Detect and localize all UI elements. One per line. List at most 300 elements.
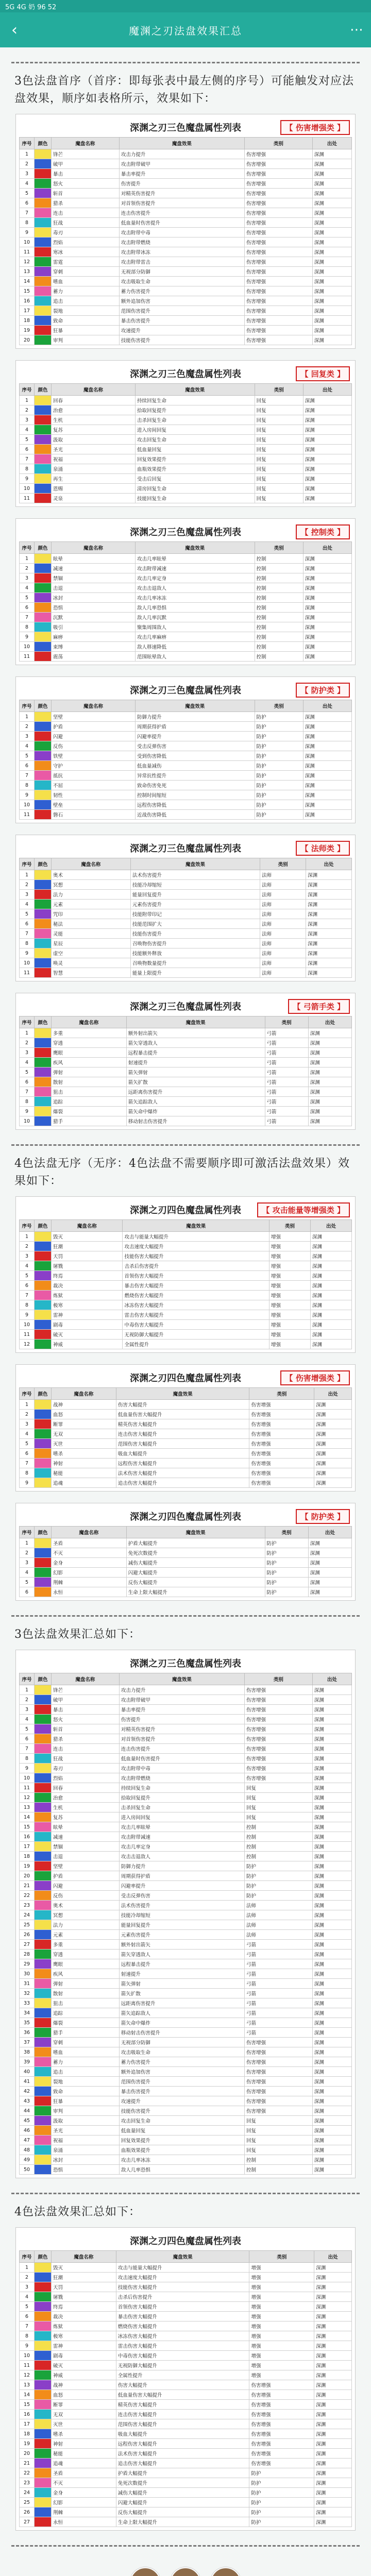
table-cell: 沉默 [52, 613, 136, 622]
table-cell: 回复 [244, 1803, 312, 1812]
table-cell [35, 208, 52, 218]
table-cell: 26 [20, 1930, 35, 1940]
table-cell: 无视防御大幅提升 [123, 1330, 269, 1340]
table-cell [35, 603, 52, 613]
table-cell: 散射 [52, 1077, 127, 1087]
table-cell [35, 1340, 52, 1349]
table-cell [35, 2087, 52, 2096]
table-header-cell: 出处 [308, 1527, 351, 1538]
table-cell: 25 [20, 2498, 35, 2507]
table-cell [35, 2067, 52, 2077]
table-cell: 铁壁 [52, 751, 136, 761]
table-cell: 28 [20, 1950, 35, 1959]
table-cell: 深渊 [312, 1989, 351, 1998]
table-cell: 攻击回复生命 [135, 435, 255, 445]
table-row [20, 1291, 352, 1300]
table-row [20, 1116, 352, 1126]
table-cell: 神射 [52, 2439, 116, 2449]
table-cell: 天罚 [52, 2282, 116, 2292]
table-cell: 3 [20, 169, 35, 179]
table-cell: 极寒 [52, 1300, 123, 1310]
table-cell: 攻击附带中毒 [119, 1764, 244, 1773]
table-cell: 11 [20, 494, 35, 503]
table-cell: 击杀后伤害提升 [116, 2292, 249, 2302]
table-cell [35, 1107, 52, 1116]
table-cell: 击杀回复生命 [135, 415, 255, 425]
table-row [20, 1271, 352, 1281]
table-cell: 法师 [260, 939, 306, 948]
table-cell: 防护 [255, 712, 303, 722]
table-cell: 4 [20, 1058, 35, 1067]
table-cell: 深渊 [308, 1538, 351, 1548]
table-cell: 17 [20, 1842, 35, 1852]
table-row [20, 2380, 352, 2390]
table-cell: 23 [20, 1901, 35, 1910]
data-table-card [15, 114, 356, 349]
table-cell: 10 [20, 2351, 35, 2361]
table-cell: 深渊 [303, 593, 351, 603]
table-cell: 深渊 [312, 286, 351, 296]
table-cell: 全属性提升 [123, 1340, 269, 1349]
table-cell: 增强 [249, 2370, 314, 2380]
table-cell: 伤害增强 [249, 1459, 314, 1468]
table-cell: 伤害增强 [249, 1468, 314, 1478]
table-cell: 蓄力伤害提升 [119, 2057, 244, 2067]
table-header-cell: 颜色 [35, 542, 52, 554]
table-row [20, 445, 352, 454]
table-cell: 吸血大幅提升 [116, 2429, 249, 2439]
table-cell: 暴击 [52, 1705, 120, 1715]
data-table [19, 541, 352, 662]
table-cell: 防护 [255, 800, 303, 810]
table-cell [35, 1271, 52, 1281]
table-cell: 2 [20, 722, 35, 732]
data-table [19, 1219, 352, 1349]
avatar[interactable] [130, 2567, 161, 2576]
table-title-text: 深渊之刃三色魔盘属性列表 [130, 843, 241, 854]
table-cell [35, 2380, 52, 2390]
table-cell: 防护 [244, 1871, 312, 1881]
share-button[interactable] [342, 12, 371, 47]
table-cell: 7 [20, 2321, 35, 2331]
table-cell: 移动射击伤害提升 [119, 2028, 244, 2038]
table-cell: 增强 [269, 1300, 310, 1310]
table-cell: 深渊 [314, 2351, 352, 2361]
table-cell: 磐石 [52, 810, 136, 820]
table-cell: 7 [20, 613, 35, 622]
table-cell [35, 1459, 52, 1468]
table-cell: 16 [20, 1832, 35, 1842]
table-row [20, 2429, 352, 2439]
table-cell [35, 445, 52, 454]
table-cell: 深渊 [303, 405, 351, 415]
table-cell: 16 [20, 2410, 35, 2419]
table-cell: 狂战 [52, 218, 120, 228]
table-cell: 防护 [255, 771, 303, 781]
table-cell: 深渊 [314, 2419, 352, 2429]
table-row [20, 277, 352, 286]
table-cell: 攻击几率冰冻 [135, 593, 255, 603]
table-header-cell: 类别 [249, 2251, 314, 2263]
table-cell: 深渊 [310, 1320, 351, 1330]
table-cell: 弓箭 [265, 1116, 308, 1126]
table-cell: 10 [20, 1773, 35, 1783]
table-cell: 控制 [255, 583, 303, 593]
table-cell: 恐惧 [52, 603, 136, 613]
table-cell: 追击 [52, 2067, 120, 2077]
table-cell: 9 [20, 790, 35, 800]
table-cell: 深渊 [312, 1940, 351, 1950]
table-cell: 43 [20, 2096, 35, 2106]
table-cell: 减速 [52, 1832, 120, 1842]
table-cell: 壁垒 [52, 800, 136, 810]
table-cell [35, 335, 52, 345]
table-cell: 8 [20, 2331, 35, 2341]
table-cell: 防护 [255, 732, 303, 741]
table-cell: 深渊 [303, 494, 351, 503]
table-cell: 进入房间回复 [135, 425, 255, 435]
table-cell [35, 1695, 52, 1705]
table-cell: 抵抗 [52, 771, 136, 781]
table-cell [35, 939, 52, 948]
table-cell: 深渊 [314, 2459, 352, 2468]
table-cell: 深渊 [314, 1410, 352, 1419]
table-cell: 深渊 [312, 2165, 351, 2175]
table-cell [35, 484, 52, 494]
table-cell: 伤害增强 [249, 2390, 314, 2400]
table-row [20, 415, 352, 425]
table-cell: 箭矢扩散 [126, 1077, 265, 1087]
table-cell [35, 722, 52, 732]
table-row [20, 781, 352, 790]
table-cell: 增强 [269, 1232, 310, 1242]
table-cell: 6 [20, 1281, 35, 1291]
table-cell: 伤害增强 [244, 228, 312, 238]
table-cell: 弓箭 [244, 2018, 312, 2028]
table-cell [35, 632, 52, 642]
table-cell: 5 [20, 2302, 35, 2312]
table-cell: 嗜杀 [52, 1449, 116, 1459]
table-cell: 回复 [244, 1793, 312, 1803]
four-color-summary-heading: 4色法盘效果汇总如下： [14, 2206, 141, 2218]
table-cell: 防护 [265, 1558, 308, 1568]
table-cell: 圣盾 [52, 1538, 127, 1548]
table-cell: 深渊 [314, 1419, 352, 1429]
table-row [20, 2292, 352, 2302]
table-cell: 法师 [260, 968, 306, 978]
table-cell: 弓箭 [265, 1048, 308, 1058]
table-cell: 12 [20, 2370, 35, 2380]
table-header-cell: 魔盘效果 [135, 384, 255, 396]
table-row [20, 396, 352, 405]
table-cell: 免死次数提升 [126, 1548, 265, 1558]
table-cell: 深渊 [314, 2282, 352, 2292]
table-cell: 17 [20, 2419, 35, 2429]
category-badge: 【 伤害增强类 】 [280, 120, 350, 135]
table-cell [35, 593, 52, 603]
table-cell: 18 [20, 1852, 35, 1861]
table-row [20, 1842, 352, 1852]
table-title [19, 838, 352, 858]
table-cell: 深渊 [312, 2155, 351, 2165]
table-cell: 深渊 [312, 1754, 351, 1764]
table-row [20, 1852, 352, 1861]
table-cell: 断罪 [52, 2400, 116, 2410]
table-cell: 伤害增强 [244, 2087, 312, 2096]
table-row [20, 1578, 352, 1587]
table-cell: 深渊 [312, 2136, 351, 2145]
table-cell [35, 189, 52, 198]
table-row [20, 2361, 352, 2370]
status-bar [0, 0, 371, 12]
table-cell: 近战伤害降低 [135, 810, 255, 820]
table-row [20, 2449, 352, 2459]
table-cell: 异常抗性提升 [135, 771, 255, 781]
table-cell: 回复 [255, 494, 303, 503]
table-cell: 星辰 [52, 939, 131, 948]
table-cell: 防护 [249, 2498, 314, 2507]
table-cell: 23 [20, 2478, 35, 2488]
table-cell: 攻击附带减速 [119, 1832, 244, 1842]
table-row [20, 2331, 352, 2341]
table-cell: 回复 [244, 2136, 312, 2145]
table-cell: 深渊 [303, 712, 351, 722]
table-cell: 伤害增强 [244, 286, 312, 296]
avatar[interactable] [210, 2567, 241, 2576]
table-cell [35, 396, 52, 405]
table-cell: 战神 [52, 1400, 116, 1410]
table-cell: 首领伤害大幅提升 [116, 2302, 249, 2312]
avatar[interactable] [170, 2567, 201, 2576]
data-table-card [15, 1503, 356, 1601]
table-cell: 反伤大幅提升 [126, 1578, 265, 1587]
table-cell: 伤害增强 [244, 257, 312, 267]
table-row [20, 948, 352, 958]
table-cell: 战神 [52, 2380, 116, 2390]
table-cell: 19 [20, 1861, 35, 1871]
table-header-cell: 序号 [20, 1673, 35, 1685]
table-cell: 深渊 [303, 622, 351, 632]
table-cell: 天罚 [52, 1251, 123, 1261]
table-cell: 蓄力 [52, 2057, 120, 2067]
table-header-cell: 颜色 [35, 384, 52, 396]
table-row [20, 2047, 352, 2057]
table-cell: 7 [20, 454, 35, 464]
table-cell: 深渊 [312, 306, 351, 316]
table-cell: 深渊 [303, 583, 351, 593]
table-cell [35, 1330, 52, 1340]
table-cell: 防护 [249, 2507, 314, 2517]
table-cell: 深渊 [303, 415, 351, 425]
table-row [20, 771, 352, 781]
table-cell: 深渊 [312, 2096, 351, 2106]
table-row [20, 1097, 352, 1107]
table-cell: 法术伤害提升 [119, 1901, 244, 1910]
table-cell [35, 2468, 52, 2478]
table-cell: 多重 [52, 1940, 120, 1950]
category-badge: 【 攻击能量等增强类 】 [257, 1202, 350, 1217]
table-cell: 深渊 [312, 1871, 351, 1881]
table-cell: 深渊 [303, 800, 351, 810]
table-cell: 疾风 [52, 1058, 127, 1067]
table-cell: 护盾 [52, 1871, 120, 1881]
table-cell: 回复效果提升 [135, 454, 255, 464]
table-row [20, 2018, 352, 2028]
table-cell: 伤害增强 [244, 277, 312, 286]
table-row [20, 1400, 352, 1410]
table-row [20, 1538, 352, 1548]
table-cell: 深渊 [310, 1242, 351, 1251]
table-cell: 回复 [255, 484, 303, 494]
table-cell [35, 286, 52, 296]
table-cell: 攻击附带破甲 [119, 1695, 244, 1705]
back-button[interactable] [0, 12, 29, 47]
table-cell: 灭世 [52, 2419, 116, 2429]
table-cell: 持续回复生命 [119, 1783, 244, 1793]
table-cell [35, 1871, 52, 1881]
table-cell: 深渊 [308, 1058, 351, 1067]
table-cell: 深渊 [303, 603, 351, 613]
table-cell: 裁决 [52, 1281, 123, 1291]
table-cell: 10 [20, 1320, 35, 1330]
table-cell [35, 1940, 52, 1950]
table-cell: 深渊 [308, 1578, 351, 1587]
table-cell: 箭矢弹射 [119, 1979, 244, 1989]
table-cell: 极寒 [52, 2331, 116, 2341]
table-row [20, 919, 352, 929]
table-cell: 攻击附带燃烧 [119, 238, 244, 247]
table-cell: 深渊 [314, 2341, 352, 2351]
table-cell [35, 890, 52, 900]
table-cell: 对精英伤害提升 [119, 189, 244, 198]
table-cell: 深渊 [312, 189, 351, 198]
table-cell: 连击伤害提升 [119, 1744, 244, 1754]
table-cell: 伤害增强 [244, 1685, 312, 1695]
table-cell: 弓箭 [244, 1998, 312, 2008]
table-cell: 追魂 [52, 1478, 116, 1488]
table-cell: 伤害增强 [249, 2419, 314, 2429]
table-cell: 弓箭 [265, 1058, 308, 1067]
table-row [20, 1281, 352, 1291]
table-cell: 增强 [269, 1330, 310, 1340]
table-cell: 不灭 [52, 2478, 116, 2488]
table-cell: 技能范围扩大 [130, 919, 260, 929]
table-cell: 受击反弹伤害 [119, 1891, 244, 1901]
data-table [19, 700, 352, 820]
table-cell: 技能回复生命 [135, 494, 255, 503]
table-cell: 深渊 [308, 1116, 351, 1126]
table-cell: 护盾大幅提升 [126, 1538, 265, 1548]
table-row [20, 890, 352, 900]
table-cell: 深渊 [306, 958, 352, 968]
table-cell: 控制 [255, 622, 303, 632]
table-cell: 11 [20, 1783, 35, 1793]
table-row [20, 2126, 352, 2136]
table-cell: 攻速提升 [119, 326, 244, 335]
table-cell: 控制 [244, 1832, 312, 1842]
table-header-cell: 出处 [303, 700, 351, 712]
table-cell: 深渊 [303, 484, 351, 494]
table-cell: 深渊 [308, 1548, 351, 1558]
table-cell [35, 1097, 52, 1107]
table-row [20, 603, 352, 613]
table-row [20, 1548, 352, 1558]
table-row [20, 1891, 352, 1901]
table-header-cell: 序号 [20, 138, 35, 149]
title-bar [0, 12, 371, 47]
table-row [20, 573, 352, 583]
table-header-cell: 类别 [249, 1388, 314, 1400]
table-cell: 远距离伤害提升 [126, 1087, 265, 1097]
table-cell: 36 [20, 2028, 35, 2038]
table-cell: 闪避大幅提升 [116, 2498, 249, 2507]
table-header-cell: 序号 [20, 700, 35, 712]
table-header-cell: 序号 [20, 858, 35, 870]
table-cell [35, 761, 52, 771]
table-cell: 伤害增强 [244, 316, 312, 326]
table-cell: 深渊 [306, 919, 352, 929]
table-cell: 深渊 [303, 396, 351, 405]
table-cell: 破灭 [52, 2361, 116, 2370]
table-cell: 7 [20, 1087, 35, 1097]
table-cell [35, 2263, 52, 2273]
table-cell: 法师 [244, 1910, 312, 1920]
table-cell: 深渊 [314, 2312, 352, 2321]
table-cell: 反伤 [52, 741, 136, 751]
table-cell: 1 [20, 1232, 35, 1242]
table-cell: 伤害增强 [244, 335, 312, 345]
table-cell: 连击伤害大幅提升 [116, 2410, 249, 2419]
table-cell: 减速 [52, 564, 136, 573]
table-cell: 控制时间缩短 [135, 790, 255, 800]
table-cell [35, 2126, 52, 2136]
table-cell: 闪避 [52, 732, 136, 741]
table-cell: 狂暴 [52, 2096, 120, 2106]
table-cell: 深渊 [308, 1038, 351, 1048]
table-row [20, 732, 352, 741]
table-header-cell: 魔盘名称 [52, 858, 131, 870]
table-cell: 深渊 [303, 771, 351, 781]
table-cell: 4 [20, 2292, 35, 2302]
table-row [20, 968, 352, 978]
table-cell: 深渊 [308, 1048, 351, 1058]
table-cell: 额外射出箭矢 [126, 1028, 265, 1038]
table-cell: 防护 [265, 1568, 308, 1578]
table-cell: 深渊 [314, 2517, 352, 2527]
table-cell: 增强 [269, 1320, 310, 1330]
table-cell [35, 1734, 52, 1744]
table-header-cell: 魔盘效果 [126, 1527, 265, 1538]
table-cell: 15 [20, 286, 35, 296]
table-cell: 2 [20, 2273, 35, 2282]
table-cell: 伤害增强 [249, 1419, 314, 1429]
table-header-cell: 序号 [20, 384, 35, 396]
table-cell: 12 [20, 257, 35, 267]
table-cell: 深渊 [308, 1107, 351, 1116]
table-cell: 9 [20, 474, 35, 484]
table-cell: 低血量减伤 [135, 761, 255, 771]
table-row [20, 1685, 352, 1695]
table-cell: 追魂 [52, 2459, 116, 2468]
table-cell: 雷神 [52, 2341, 116, 2351]
table-cell [35, 958, 52, 968]
table-cell [35, 1261, 52, 1271]
table-cell: 深渊 [314, 2361, 352, 2370]
table-cell: 3 [20, 2282, 35, 2292]
table-cell: 爆裂 [52, 1107, 127, 1116]
table-cell [35, 1568, 52, 1578]
table-cell: 远程伤害大幅提升 [116, 1459, 249, 1468]
